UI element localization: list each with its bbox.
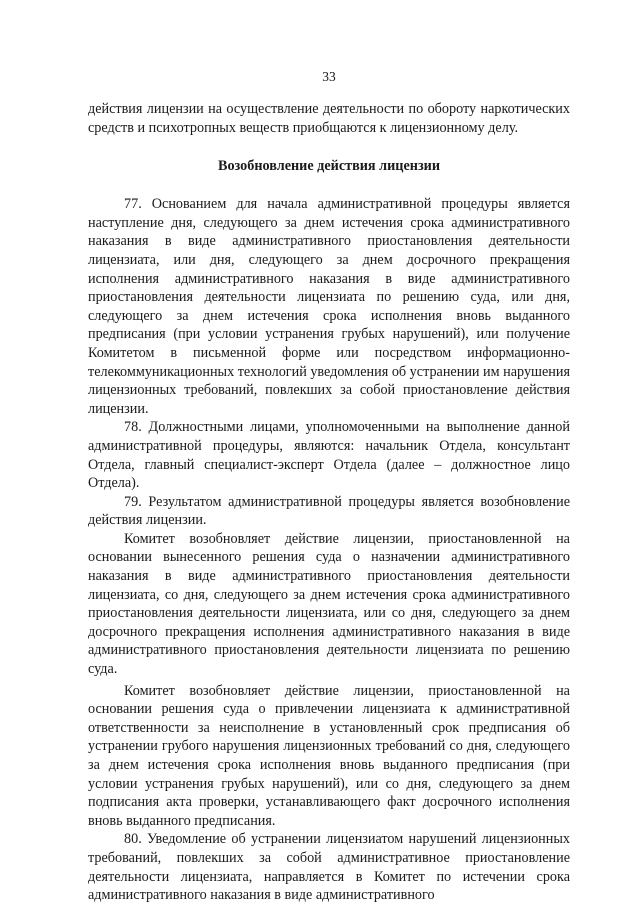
paragraph-continuation: действия лицензии на осуществление деятельности по обороту наркотических средств и психотропных веществ приобщаются к лицензионному делу. <box>88 101 570 136</box>
paragraph-resumption-order: Комитет возобновляет действие лицензии, приостановленной на основании решения суда о привлечении лицензиата к административной ответственности за неисполнение в установленный срок предписания об устранении грубого нарушения лицензионных требований со дня, следующего за днем истечения срока исполнения вновь выданного предписания (при условии устранения грубых нарушений), или со дня, следующего за днем подписания акта проверки, устанавливающего факт досрочного исполнения вновь выданного предписания. <box>88 682 570 829</box>
paragraph-resumption-court: Комитет возобновляет действие лицензии, приостановленной на основании вынесенного решения суда о назначении административного наказания в виде административного приостановления деятельности лицензиата, со дня, следующего за днем истечения срока административного приостановления деятельности лицензиата, или со дня, следующего за днем досрочного прекращения исполнения административного наказания в виде административного приостановления деятельности лицензиата по решению суда. <box>88 530 570 678</box>
page-number: 33 <box>322 69 336 84</box>
paragraph-77: 77. Основанием для начала административной процедуры является наступление дня, следующего за днем истечения срока административного наказания в виде административного приостановления деятельности лицензиата, или дня, следующего за днем досрочного прекращения исполнения административного наказания в виде административного приостановления деятельности лицензиата по решению суда, или дня, следующего за днем истечения срока исполнения вновь выданного предписания (при условии устранения грубых нарушений), или получение Комитетом в письменной форме или посредством информационно-телекоммуникационных технологий уведомления об устранении им нарушения лицензионных требований, повлекших за собой приостановление действия лицензии. <box>88 196 570 417</box>
paragraph-80: 80. Уведомление об устранении лицензиатом нарушений лицензионных требований, повлекших за собой административное приостановление деятельности лицензиата, направляется в Комитет по истечении срока административного наказания в виде административного <box>88 831 570 904</box>
paragraph-78: 78. Должностными лицами, уполномоченными на выполнение данной административной процедуры, являются: начальник Отдела, консультант Отдела, главный специалист-эксперт Отдела (далее – должностное лицо Отдела). <box>88 419 570 492</box>
section-heading: Возобновление действия лицензии <box>217 158 440 175</box>
paragraph-79: 79. Результатом административной процедуры является возобновление действия лицензии. <box>88 493 570 529</box>
document-body <box>88 100 570 905</box>
